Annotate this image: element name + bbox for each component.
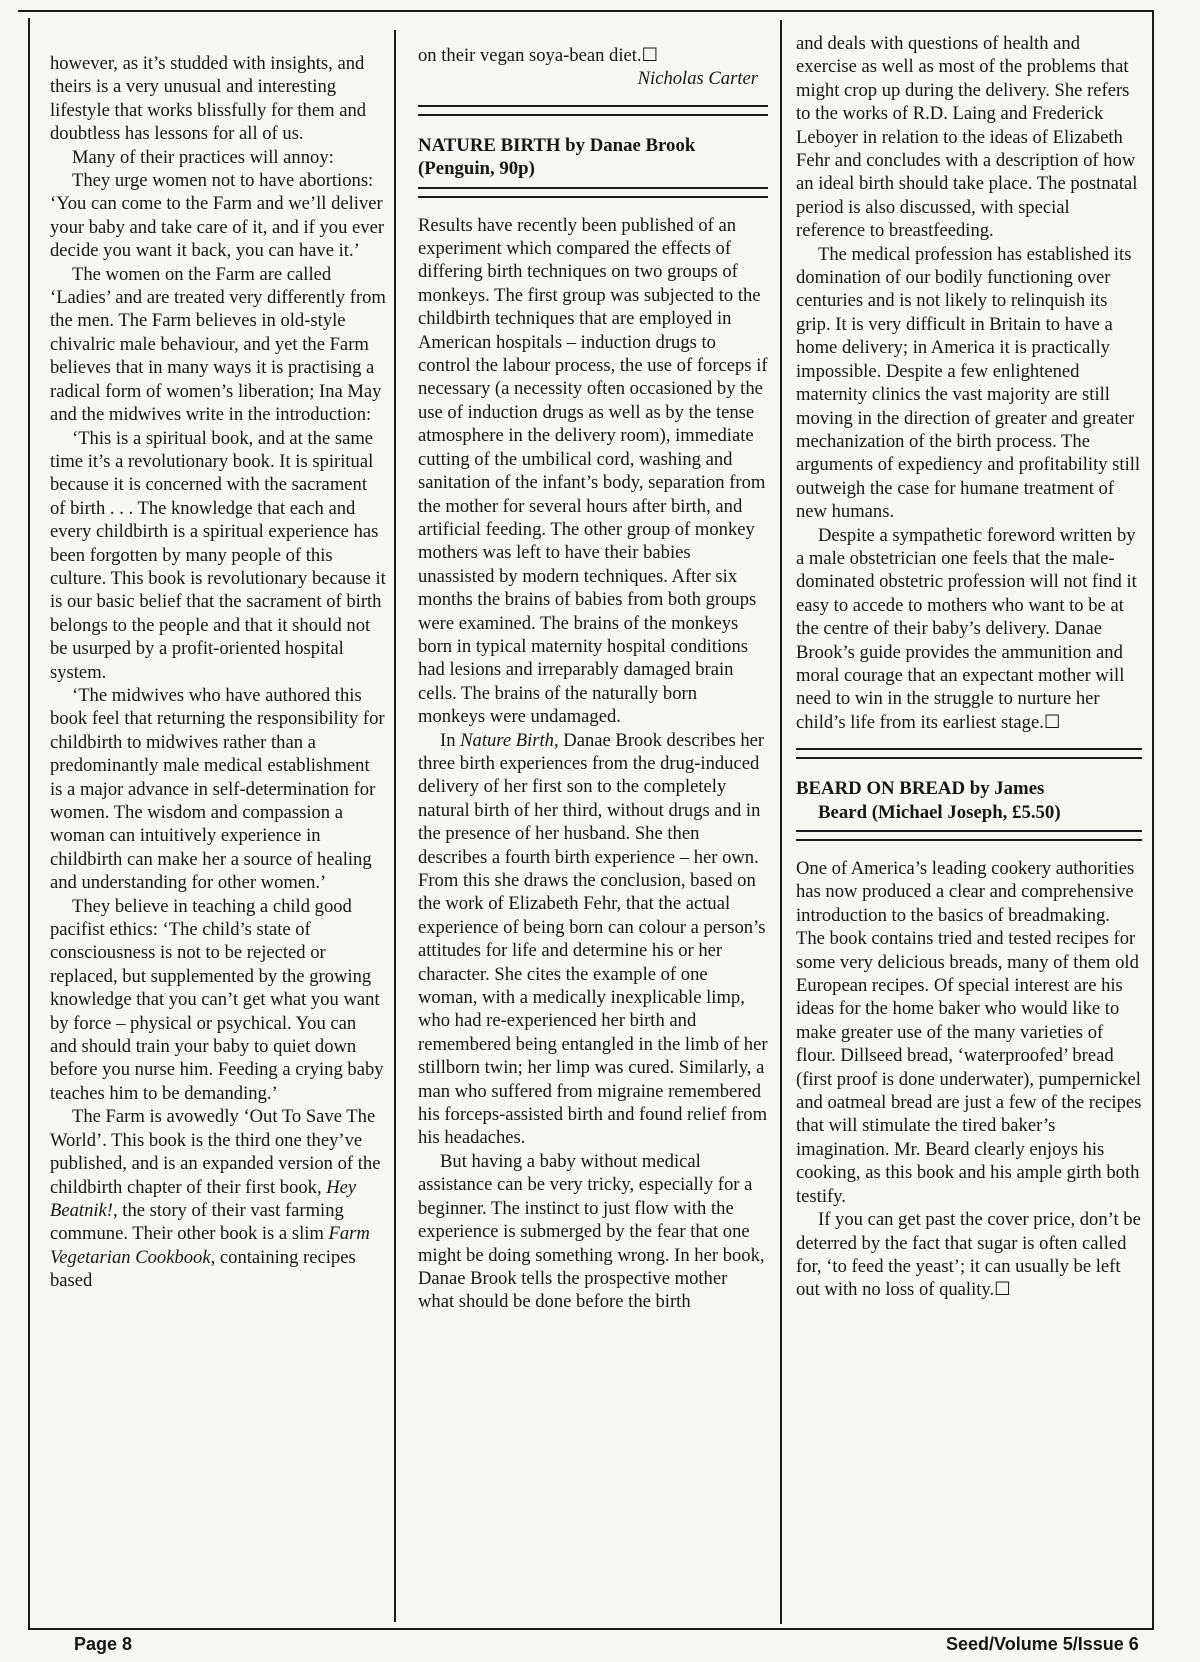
column-3 (796, 32, 1142, 1302)
column-divider-1 (394, 30, 396, 1622)
review-title: BEARD ON BREAD by James (796, 778, 1045, 800)
text-run: , the story of their vast farming commune. Their other book is a slim (50, 1199, 344, 1245)
paragraph: One of America’s leading cookery authorities has now produced a clear and comprehensive introduction to the basics of breadmaking. The book contains tried and tested recipes for some very delicious breads, many of them old European recipes. Of special interest are his ideas for the home baker who would like to make greater use of the many varieties of flour. Dillseed bread, ‘waterproofed’ bread (first proof is done underwater), pumpernickel and oatmeal bread are just a few of the recipes that will stimulate the tired baker’s imagination. Mr. Beard clearly enjoys his cooking, as this book and his ample girth both testify. (796, 858, 1142, 1207)
paragraph: If you can get past the cover price, don’t be deterred by the fact that sugar is often called for, ‘to feed the yeast’; it can usually be left out with no loss of quality.☐ (796, 1209, 1141, 1301)
paragraph: The medical profession has established its domination of our bodily functioning over centuries and is not likely to relinquish its grip. It is very difficult in Britain to have a home delivery; in America it is practically impossible. Despite a few enlightened maternity clinics the vast majority are still moving in the direction of greater and greater mechanization of the birth process. The arguments of expediency and profitability still outweigh the case for humane treatment of new humans. (796, 243, 1141, 523)
double-rule (796, 830, 1142, 841)
review-publisher: Beard (Michael Joseph, £5.50) (818, 801, 1061, 823)
paragraph: The women on the Farm are called ‘Ladies’ and are treated very differently from the men. The Farm believes in old-style chivalric male behaviour, and yet the Farm believes that in many ways it is practising a radical form of women’s liberation; Ina May and the midwives write in the introduction: (50, 263, 386, 426)
review-heading (796, 777, 1142, 824)
double-rule (418, 187, 768, 198)
column-1 (50, 52, 386, 1293)
paragraph: Despite a sympathetic foreword written by a male obstetrician one feels that the male-dominated obstetric profession will not find it easy to accede to mothers who want to be at the centre of their baby’s delivery. Danae Brook’s guide provides the ammunition and moral courage that an expectant mother will need to win in the struggle to nurture her child’s life from its earliest stage.☐ (796, 524, 1137, 733)
paragraph: Many of their practices will annoy: (72, 146, 334, 168)
left-rule (28, 18, 30, 1630)
paragraph (50, 1105, 386, 1292)
right-rule (1152, 10, 1154, 1630)
page-number: Page 8 (74, 1634, 133, 1654)
paragraph: ‘The midwives who have authored this book feel that returning the responsibility for childbirth to midwives rather than a predominantly male medical establishment is a major advance in self-determination for women. The wisdom and compassion a woman can intuitively experience in childbirth can make her a source of healing and understanding for other women.’ (50, 684, 385, 894)
review-signature: Nicholas Carter (637, 68, 758, 90)
issue-label: Seed/Volume 5/Issue 6 (946, 1634, 1139, 1654)
text-run: In (440, 729, 461, 751)
paragraph: But having a baby without medical assistance can be very tricky, especially for a beginner. The instinct to just flow with the experience is submerged by the fear that one might be doing something wrong. In her book, Danae Brook tells the prospective mother what should be done before the birth (418, 1150, 765, 1313)
review-publisher: (Penguin, 90p) (418, 158, 535, 180)
paragraph: Results have recently been published of an experiment which compared the effects of differing birth techniques on two groups of monkeys. The first group was subjected to the childbirth techniques that are employed in American hospitals – induction drugs to control the labour process, the use of forceps if necessary (a necessity often occasioned by the use of induction drugs as well as by the tense atmosphere in the delivery room), immediate cutting of the umbilical cord, washing and sanitation of the infant’s body, separation from the mother for several hours after birth, and artificial feeding. The other group of monkey mothers was left to have their babies unassisted by modern techniques. After six months the brains of babies from both groups were examined. The brains of the monkeys born in typical maternity hospital conditions had lesions and irreparably damaged brain cells. The brains of the naturally born monkeys were undamaged. (418, 214, 768, 728)
bottom-rule (28, 1628, 1154, 1630)
double-rule (418, 105, 768, 116)
paragraph: They urge women not to have abortions: ‘You can come to the Farm and we’ll deliver your baby and take care of it, and if you ever decide you want it back, you can have it.’ (50, 170, 385, 262)
review-heading (418, 134, 768, 181)
text-run: The Farm is avowedly ‘Out To Save The World’. This book is the third one they’ve published, and is an expanded version of the childbirth chapter of their first book, (50, 1106, 381, 1198)
book-title: Farm Vegetarian Cookbook (50, 1223, 370, 1268)
column-divider-2 (780, 20, 782, 1624)
text-run: , containing recipes based (50, 1246, 356, 1292)
review-title: NATURE BIRTH by Danae Brook (418, 134, 696, 156)
book-title: Hey Beatnik! (50, 1176, 357, 1221)
paragraph: however, as it’s studded with insights, and theirs is a very unusual and interesting lifestyle that works blissfully for them and doubtless has lessons for all of us. (50, 53, 367, 145)
paragraph: They believe in teaching a child good pacifist ethics: ‘The child’s state of consciousness is not to be rejected or replaced, but supplemented by the growing knowledge that you can’t get what you want by force – physical or psychical. You can and should train your baby to quiet down before you nurse him. Feeding a crying baby teaches him to be demanding.’ (50, 895, 384, 1104)
top-rule (18, 10, 1154, 12)
paragraph: on their vegan soya-bean diet.☐ (418, 45, 659, 66)
column-2 (418, 44, 768, 1314)
paragraph: and deals with questions of health and exercise as well as most of the problems that might crop up during the delivery. She refers to the works of R.D. Laing and Frederick Leboyer in relation to the ideas of Elizabeth Fehr and concludes with a description of how an ideal birth should take place. The postnatal period is also discussed, with special reference to breastfeeding. (796, 33, 1138, 242)
paragraph (418, 729, 768, 1150)
book-title: Nature Birth (460, 729, 554, 751)
text-run: , Danae Brook describes her three birth experiences from the drug-induced delivery of her first son to the completely natural birth of her third, without drugs and in the presence of her husband. She then describes a fourth birth experience – her own. From this she draws the conclusion, based on the work of Elizabeth Fehr, that the actual experience of being born can colour a person’s attitudes for life and determine his or her character. She cites the example of one woman, with a medically inexplicable limp, who had re-experienced her birth and remembered being entangled in the limb of her stillborn twin; her limp was cured. Similarly, a man who suffered from migraine remembered his forceps-assisted birth and found relief from his headaches. (418, 729, 768, 1149)
double-rule (796, 748, 1142, 759)
paragraph: ‘This is a spiritual book, and at the same time it’s a revolutionary book. It is spiritual because it is concerned with the sacrament of birth . . . The knowledge that each and every childbirth is a spiritual experience has been forgotten by many people of this culture. This book is revolutionary because it is our basic belief that the sacrament of birth belongs to the people and that it should not be usurped by a profit-oriented hospital system. (50, 427, 386, 683)
